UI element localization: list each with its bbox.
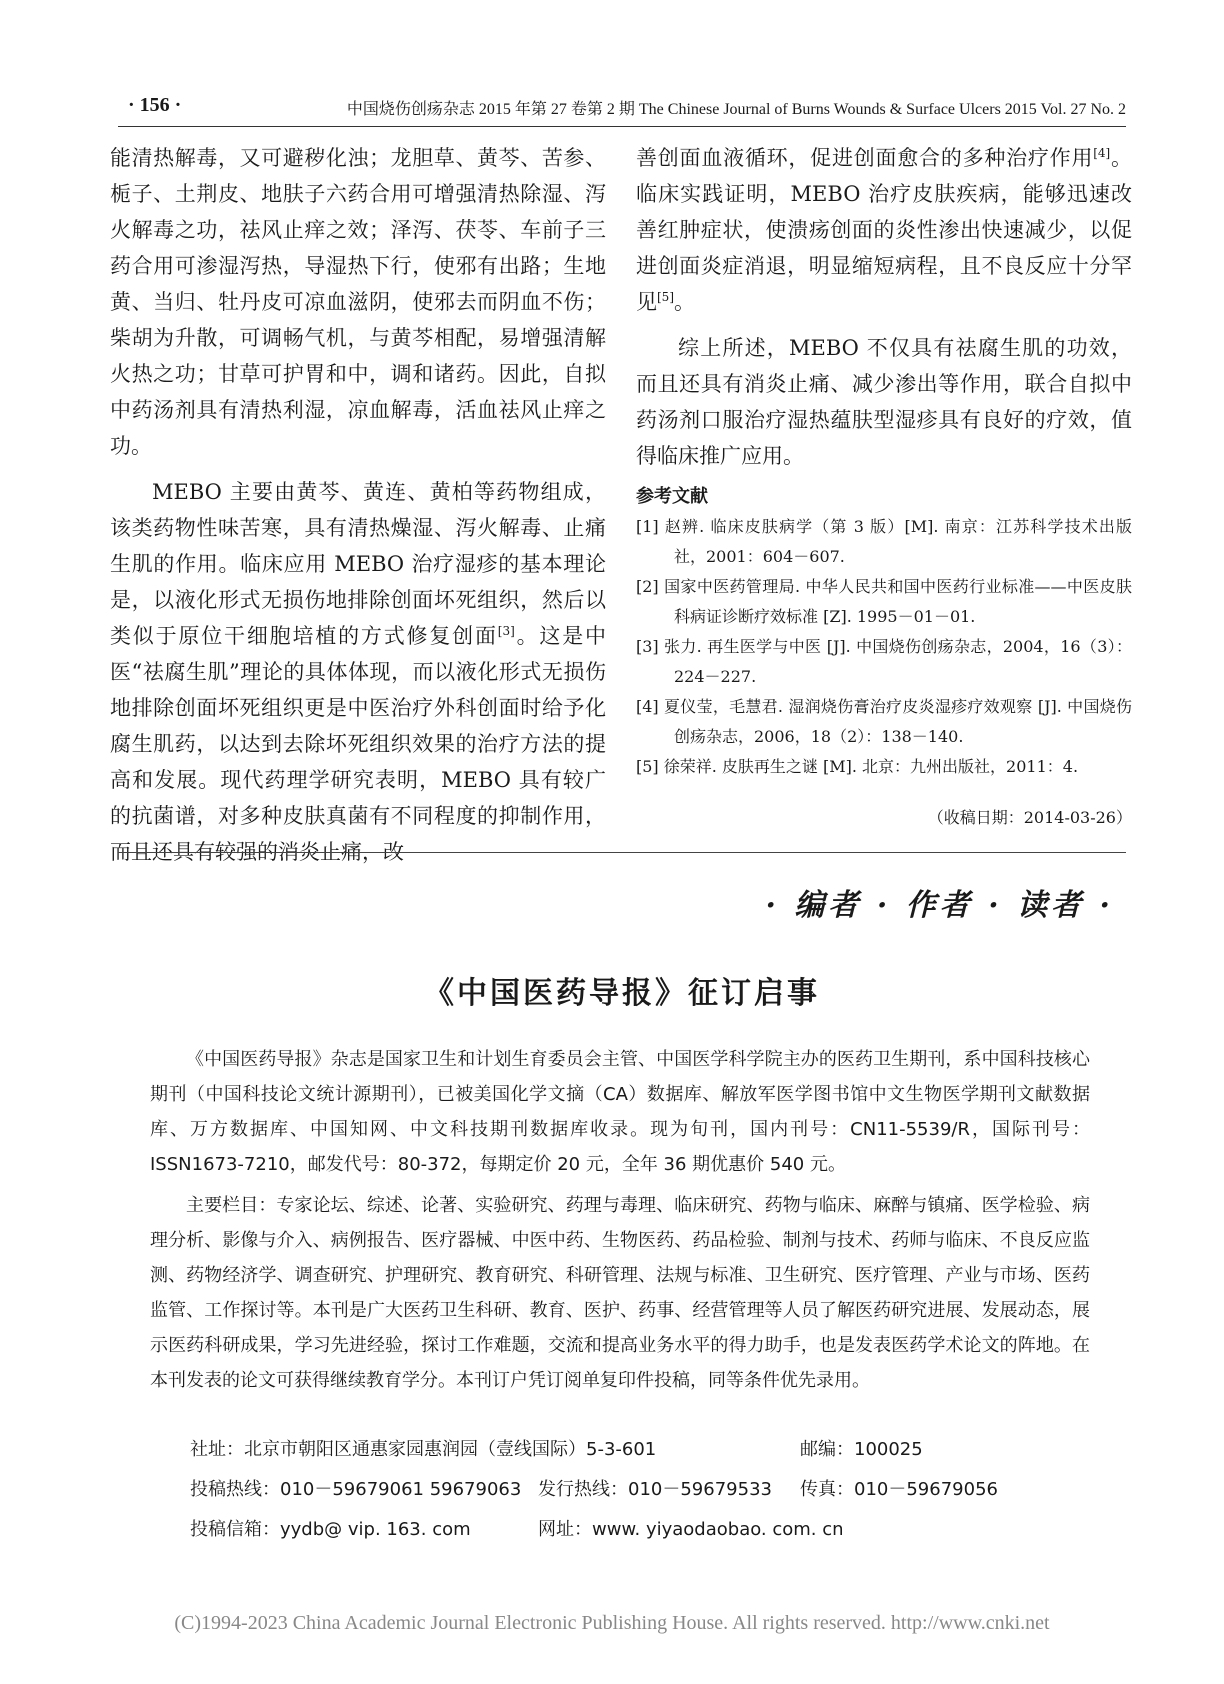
website: 网址：www. yiyaodaobao. com. cn xyxy=(538,1519,844,1540)
section-label: · 编者 · 作者 · 读者 · xyxy=(765,888,1114,923)
email: 投稿信箱：yydb@ vip. 163. com xyxy=(190,1519,471,1540)
reference-item: [3] 张力. 再生医学与中医 [J]. 中国烧伤创疡杂志，2004，16（3）：224－227. xyxy=(636,637,1132,686)
citation: [5] xyxy=(657,290,674,304)
page-number: · 156 · xyxy=(128,94,182,116)
reference-item: [4] 夏仪莹，毛慧君. 湿润烧伤膏治疗皮炎湿疹疗效观察 [J]. 中国烧伤创疡杂志，2006，18（2）：138－140. xyxy=(636,697,1132,746)
reference-item: [2] 国家中医药管理局. 中华人民共和国中医药行业标准——中医皮肤科病证诊断疗效标准 [Z]. 1995－01－01. xyxy=(636,577,1132,626)
notice-paragraph: 主要栏目：专家论坛、综述、论著、实验研究、药理与毒理、临床研究、药物与临床、麻醉与镇痛、医学检验、病理分析、影像与介入、病例报告、医疗器械、中医中药、生物医药、药品检验、制剂与技术、药师与临床、不良反应监测、药物经济学、调查研究、护理研究、教育研究、科研管理、法规与标准、卫生研究、医疗管理、产业与市场、医药监管、工作探讨等。本刊是广大医药卫生科研、教育、医护、药事、经营管理等人员了解医药研究进展、发展动态，展示医药科研成果，学习先进经验，探讨工作难题，交流和提高业务水平的得力助手，也是发表医药学术论文的阵地。在本刊发表的论文可获得继续教育学分。本刊订户凭订阅单复印件投稿，同等条件优先录用。 xyxy=(150,1195,1090,1391)
postcode: 邮编：100025 xyxy=(800,1439,923,1460)
body-paragraph: 善创面血液循环，促进创面愈合的多种治疗作用[4]。临床实践证明，MEBO 治疗皮肤疾病，能够迅速改善红肿症状，使溃疡创面的炎性渗出快速减少，以促进创面炎症消退，明显缩短病程，且不良反应十分罕见[5]。 xyxy=(636,146,1133,314)
section-divider xyxy=(118,852,1126,853)
reference-item: [5] 徐荣祥. 皮肤再生之谜 [M]. 北京：九州出版社，2011：4. xyxy=(636,757,1079,776)
citation: [4] xyxy=(1093,146,1111,160)
reference-item: [1] 赵辨. 临床皮肤病学（第 3 版）[M]. 南京：江苏科学技术出版社，2001：604－607. xyxy=(636,517,1132,566)
body-paragraph: 能清热解毒，又可避秽化浊；龙胆草、黄芩、苦参、栀子、土荆皮、地肤子六药合用可增强清热除湿、泻火解毒之功，祛风止痒之效；泽泻、茯苓、车前子三药合用可渗湿泻热，导湿热下行，使邪有出路；生地黄、当归、牡丹皮可凉血滋阴，使邪去而阴血不伤；柴胡为升散，可调畅气机，与黄芩相配，易增强清解火热之功；甘草可护胃和中，调和诸药。因此，自拟中药汤剂具有清热利湿，凉血解毒，活血祛风止痒之功。 xyxy=(110,146,606,458)
right-column xyxy=(636,140,1132,836)
submit-phone: 投稿热线：010－59679061 59679063 xyxy=(190,1479,522,1500)
notice-body xyxy=(150,1042,1090,1398)
copyright-footer: (C)1994-2023 China Academic Journal Electronic Publishing House. All rights reserved. http://www.cnki.net xyxy=(174,1612,1050,1634)
received-date: （收稿日期：2014-03-26） xyxy=(927,808,1132,827)
body-paragraph: MEBO 主要由黄芩、黄连、黄柏等药物组成，该类药物性味苦寒，具有清热燥湿、泻火解毒、止痛生肌的作用。临床应用 MEBO 治疗湿疹的基本理论是，以液化形式无损伤地排除创面坏死组织，然后以类似于原位干细胞培植的方式修复创面[3]。这是中医“祛腐生肌”理论的具体体现，而以液化形式无损伤地排除创面坏死组织更是中医治疗外科创面时给予化腐生肌药，以达到去除坏死组织效果的治疗方法的提高和发展。现代药理学研究表明，MEBO 具有较广的抗菌谱，对多种皮肤真菌有不同程度的抑制作用，而且还具有较强的消炎止痛，改 xyxy=(110,480,607,864)
citation: [3] xyxy=(497,624,515,638)
notice-title: 《中国医药导报》征订启事 xyxy=(424,976,820,1011)
running-header xyxy=(118,92,1126,127)
notice-paragraph: 《中国医药导报》杂志是国家卫生和计划生育委员会主管、中国医学科学院主办的医药卫生期刊，系中国科技核心期刊（中国科技论文统计源期刊），已被美国化学文摘（CA）数据库、解放军医学图书馆中文生物医学期刊文献数据库、万方数据库、中国知网、中文科技期刊数据库收录。现为旬刊，国内刊号：CN11-5539/R，国际刊号：ISSN1673-7210，邮发代号：80-372，每期定价 20 元，全年 36 期优惠价 540 元。 xyxy=(150,1049,1090,1175)
distribution-phone: 发行热线：010－59679533 xyxy=(538,1479,772,1500)
references-heading: 参考文献 xyxy=(636,486,708,507)
address: 社址：北京市朝阳区通惠家园惠润园（壹线国际）5-3-601 xyxy=(190,1439,657,1460)
body-paragraph: 综上所述，MEBO 不仅具有祛腐生肌的功效，而且还具有消炎止痛、减少渗出等作用，联合自拟中药汤剂口服治疗湿热蕴肤型湿疹具有良好的疗效，值得临床推广应用。 xyxy=(636,336,1132,468)
left-column xyxy=(110,140,606,870)
fax: 传真：010－59679056 xyxy=(800,1479,998,1500)
journal-title-line: 中国烧伤创疡杂志 2015 年第 27 卷第 2 期 The Chinese Journal of Burns Wounds & Surface Ulcers 2015 Vol. 27 No. 2 xyxy=(346,101,1126,118)
